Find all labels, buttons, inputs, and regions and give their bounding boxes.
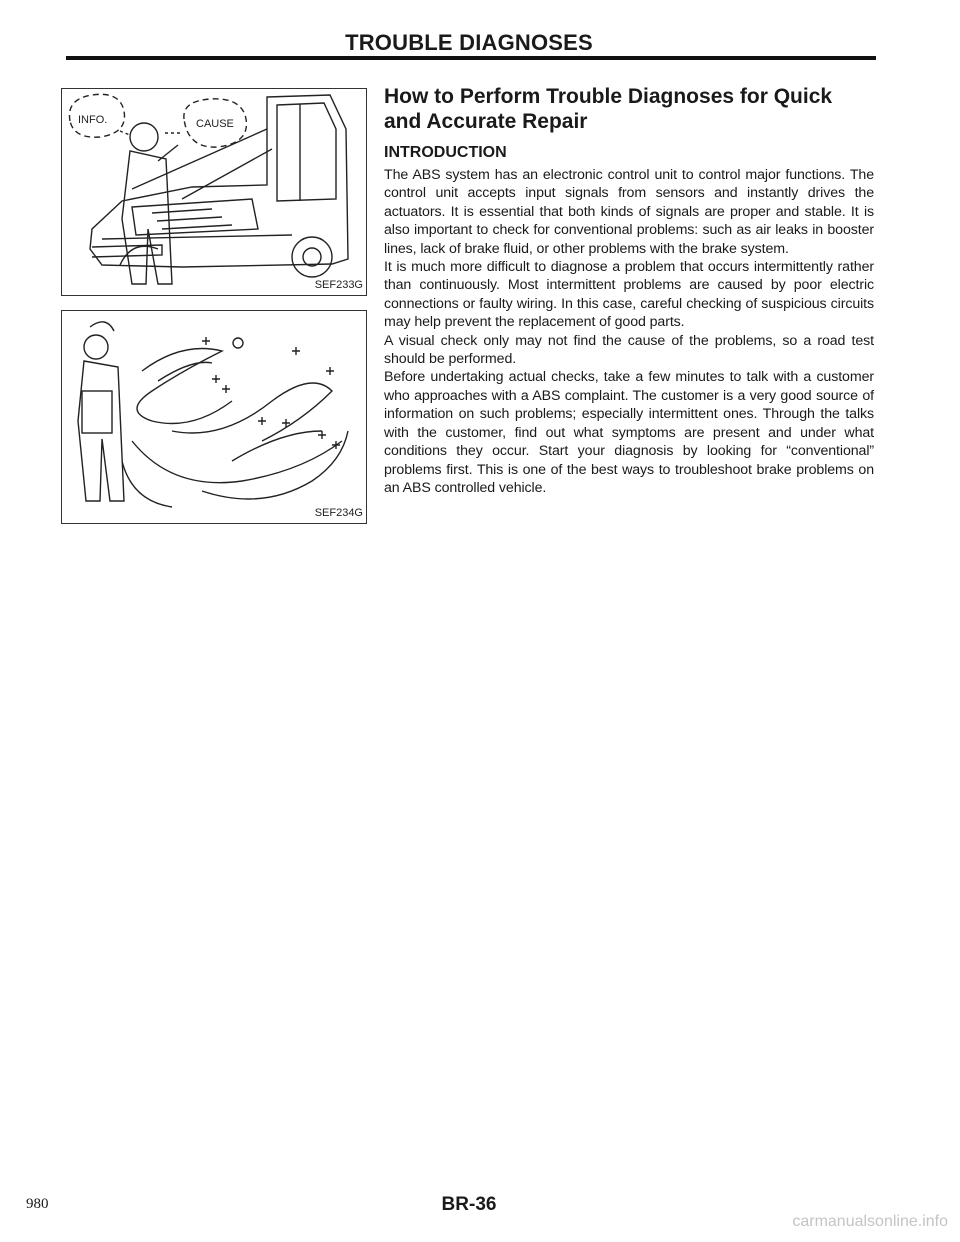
bubble-cause-label: CAUSE: [196, 118, 234, 130]
figure-sef234g: [61, 310, 367, 524]
paragraph: It is much more difficult to diagnose a problem that occurs intermittently rather than continuously. Most intermittent problems are caused by poor electric connections or faulty wiring. In this case, careful checking of suspicious circuits may help prevent the replacement of good parts.: [384, 259, 874, 331]
paragraph: The ABS system has an electronic control unit to control major functions. The control unit accepts input signals from sensors and instantly drives the actuators. It is essential that both kinds of signals are proper and stable. It is also important to check for conventional problems: such as air leaks in booster lines, lack of brake fluid, or other problems with the brake system.: [384, 167, 874, 257]
bubble-info-label: INFO.: [78, 114, 108, 126]
paragraph: Before undertaking actual checks, take a few minutes to talk with a customer who approaches with a ABS complaint. The customer is a very good source of information on such problems; especially intermittent ones. Through the talks with the customer, find out what symptoms are present and under what conditions they occur. Start your diagnosis by looking for “conventional” problems first. This is one of the best ways to troubleshoot brake problems on an ABS controlled vehicle.: [384, 369, 874, 496]
page-header-title: TROUBLE DIAGNOSES: [345, 30, 593, 55]
header-rule: [66, 56, 876, 60]
figure-sef233g: [61, 88, 367, 296]
diagnosis-maze-illustration: [62, 311, 366, 523]
subheading-introduction: INTRODUCTION: [384, 144, 507, 161]
figure-code: SEF234G: [314, 507, 363, 519]
figure-code: SEF233G: [314, 279, 363, 291]
mechanic-car-illustration: [62, 89, 366, 295]
main-content: [384, 84, 874, 497]
paragraph: A visual check only may not find the cause of the problems, so a road test should be performed.: [384, 332, 874, 368]
watermark: carmanualsonline.info: [792, 1213, 948, 1230]
page-number-left: 980: [26, 1196, 49, 1212]
page-code: BR-36: [441, 1194, 497, 1215]
section-title: How to Perform Trouble Diagnoses for Quick and Accurate Repair: [384, 85, 833, 133]
